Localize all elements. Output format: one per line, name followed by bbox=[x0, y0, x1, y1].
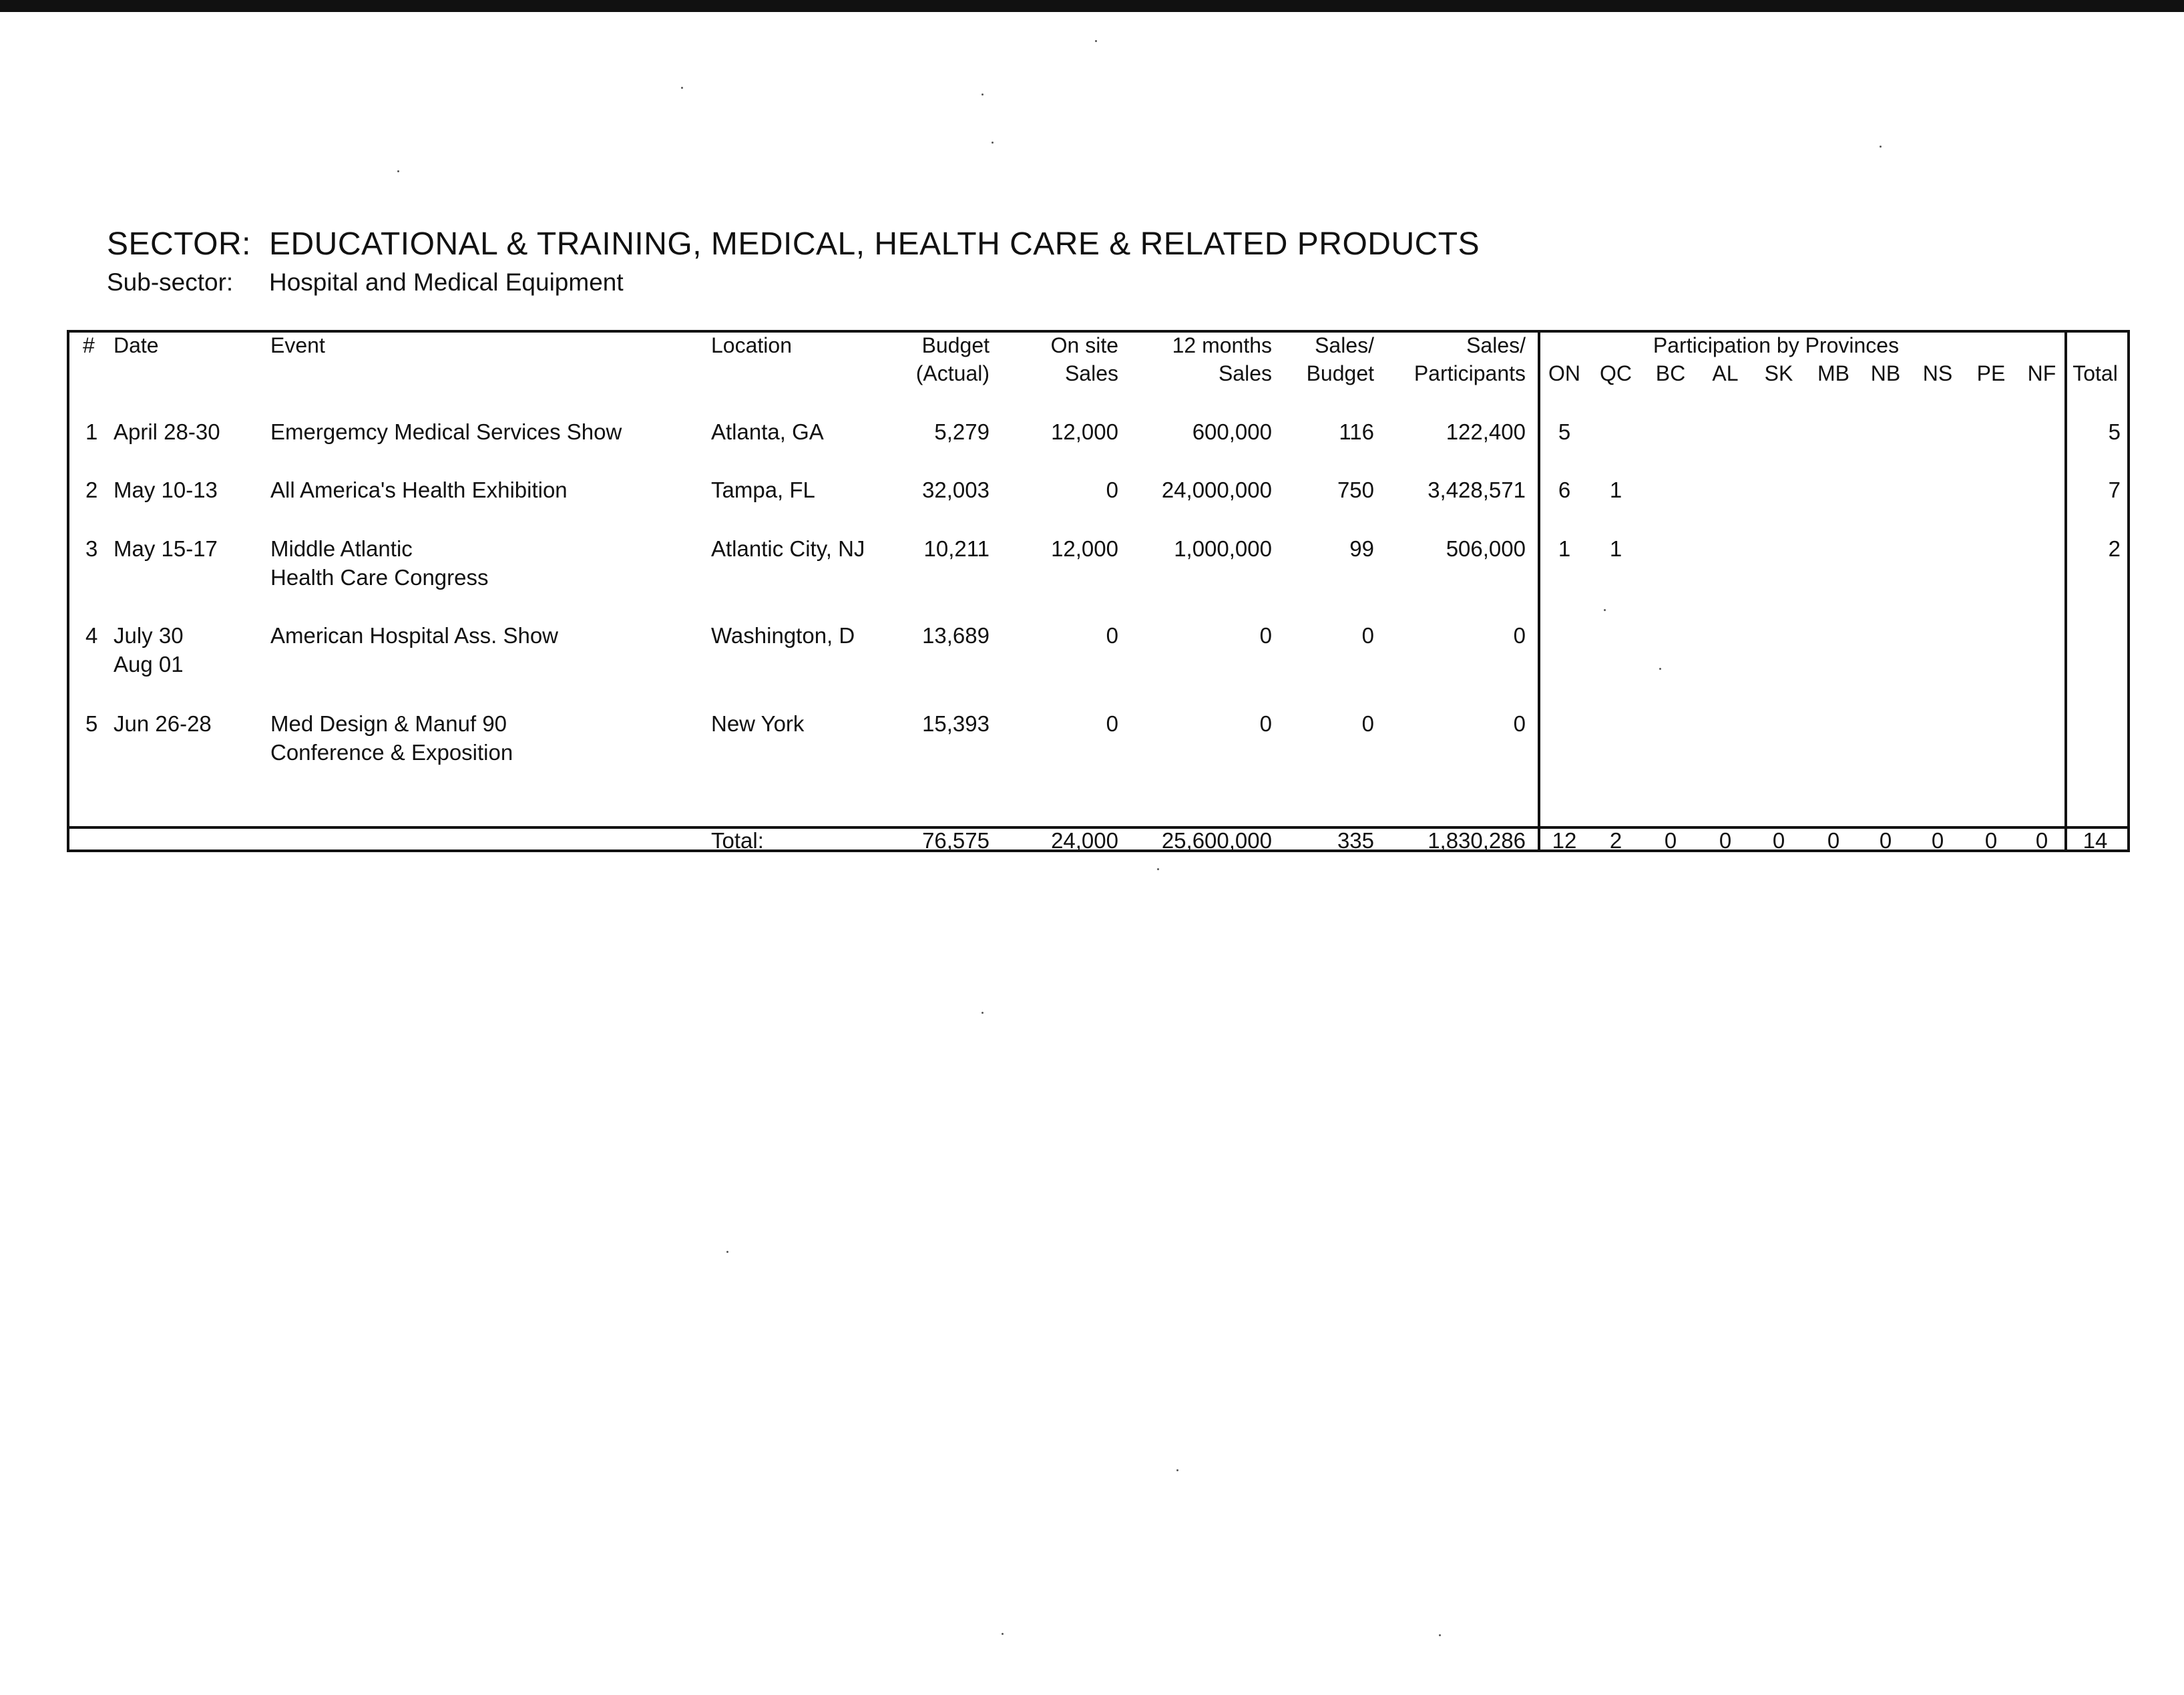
scan-speck bbox=[981, 93, 984, 96]
header-12months: 12 months bbox=[1172, 333, 1272, 357]
header-budget-sub: (Actual) bbox=[915, 361, 990, 385]
header-event: Event bbox=[270, 333, 325, 357]
row-3-total: 2 bbox=[2108, 536, 2121, 561]
header-onsite: On site bbox=[1050, 333, 1118, 357]
participation-left-divider bbox=[1538, 330, 1540, 852]
row-3-province-on: 1 bbox=[1558, 536, 1571, 561]
scan-speck bbox=[1176, 1469, 1178, 1471]
totals-province-nf: 0 bbox=[2035, 828, 2048, 853]
scan-speck bbox=[1439, 1634, 1441, 1636]
row-5-sales-participants: 0 bbox=[1513, 711, 1526, 736]
header-participation: Participation by Provinces bbox=[1653, 333, 1900, 357]
row-3-province-qc: 1 bbox=[1609, 536, 1622, 561]
scan-speck bbox=[1659, 668, 1661, 670]
row-3-number: 3 bbox=[85, 536, 98, 561]
row-2-budget: 32,003 bbox=[922, 478, 990, 502]
totals-budget: 76,575 bbox=[922, 828, 990, 853]
row-2-province-qc: 1 bbox=[1609, 478, 1622, 502]
totals-sales-budget: 335 bbox=[1337, 828, 1374, 853]
scan-speck bbox=[1880, 146, 1882, 148]
totals-total: 14 bbox=[2083, 828, 2108, 853]
row-4-number: 4 bbox=[85, 623, 98, 648]
row-2-location: Tampa, FL bbox=[711, 478, 815, 502]
header-province-nb: NB bbox=[1870, 361, 1901, 385]
row-3-sales-participants: 506,000 bbox=[1446, 536, 1526, 561]
totals-12months-sales: 25,600,000 bbox=[1161, 828, 1272, 853]
header-province-nf: NF bbox=[2027, 361, 2056, 385]
row-5-date: Jun 26-28 bbox=[114, 711, 212, 736]
row-4-sales-participants: 0 bbox=[1513, 623, 1526, 648]
row-3-location: Atlantic City, NJ bbox=[711, 536, 865, 561]
row-4-12months-sales: 0 bbox=[1259, 623, 1272, 648]
row-1-sales-participants: 122,400 bbox=[1446, 419, 1526, 444]
totals-province-mb: 0 bbox=[1827, 828, 1840, 853]
row-5-sales-budget: 0 bbox=[1361, 711, 1374, 736]
row-3-budget: 10,211 bbox=[923, 536, 990, 561]
totals-province-nb: 0 bbox=[1879, 828, 1892, 853]
totals-province-sk: 0 bbox=[1772, 828, 1785, 853]
header-total: Total bbox=[2072, 361, 2118, 385]
row-3-date: May 15-17 bbox=[114, 536, 218, 561]
row-1-event: Emergemcy Medical Services Show bbox=[270, 419, 622, 444]
row-2-total: 7 bbox=[2108, 478, 2121, 502]
header-date: Date bbox=[114, 333, 159, 357]
row-5-number: 5 bbox=[85, 711, 98, 736]
header-sales-budget-sub: Budget bbox=[1306, 361, 1374, 385]
row-2-sales-budget: 750 bbox=[1337, 478, 1374, 502]
row-2-province-on: 6 bbox=[1558, 478, 1571, 502]
row-3-sales-budget: 99 bbox=[1349, 536, 1374, 561]
row-2-sales-participants: 3,428,571 bbox=[1428, 478, 1526, 502]
top-edge-bar bbox=[0, 0, 2184, 12]
header-sales-budget: Sales/ bbox=[1315, 333, 1374, 357]
totals-province-pe: 0 bbox=[1984, 828, 1998, 853]
row-4-date: July 30 bbox=[114, 623, 184, 648]
row-4-budget: 13,689 bbox=[922, 623, 990, 648]
row-1-total: 5 bbox=[2108, 419, 2121, 444]
header-sales-participants-sub: Participants bbox=[1413, 361, 1526, 385]
subsector-value: Hospital and Medical Equipment bbox=[269, 268, 624, 296]
header-province-bc: BC bbox=[1655, 361, 1686, 385]
header-location: Location bbox=[711, 333, 792, 357]
row-2-12months-sales: 24,000,000 bbox=[1161, 478, 1272, 502]
row-3-onsite-sales: 12,000 bbox=[1051, 536, 1118, 561]
scan-speck bbox=[681, 87, 683, 89]
subsector-title bbox=[107, 268, 624, 297]
row-1-12months-sales: 600,000 bbox=[1192, 419, 1272, 444]
header-province-qc: QC bbox=[1600, 361, 1632, 385]
total-left-divider bbox=[2064, 330, 2067, 852]
totals-label: Total: bbox=[711, 828, 764, 853]
scan-speck bbox=[1002, 1633, 1004, 1635]
totals-province-qc: 2 bbox=[1609, 828, 1622, 853]
scan-speck bbox=[1604, 609, 1606, 611]
row-4-event: American Hospital Ass. Show bbox=[270, 623, 559, 648]
row-4-onsite-sales: 0 bbox=[1106, 623, 1118, 648]
row-2-date: May 10-13 bbox=[114, 478, 218, 502]
header-onsite-sub: Sales bbox=[1064, 361, 1118, 385]
totals-province-ns: 0 bbox=[1931, 828, 1944, 853]
row-1-number: 1 bbox=[85, 419, 98, 444]
header-province-pe: PE bbox=[1976, 361, 2006, 385]
row-1-location: Atlanta, GA bbox=[711, 419, 824, 444]
totals-sales-participants: 1,830,286 bbox=[1428, 828, 1526, 853]
row-2-onsite-sales: 0 bbox=[1106, 478, 1118, 502]
row-3-event: Middle Atlantic bbox=[270, 536, 413, 561]
header-province-mb: MB bbox=[1817, 361, 1849, 385]
subsector-label: Sub-sector: bbox=[107, 268, 234, 296]
scan-speck bbox=[726, 1251, 728, 1253]
header-budget: Budget bbox=[921, 333, 990, 357]
row-4-sales-budget: 0 bbox=[1361, 623, 1374, 648]
row-5-onsite-sales: 0 bbox=[1106, 711, 1118, 736]
sector-title bbox=[107, 226, 1480, 262]
row-5-event: Conference & Exposition bbox=[270, 740, 513, 765]
row-5-location: New York bbox=[711, 711, 805, 736]
row-1-onsite-sales: 12,000 bbox=[1051, 419, 1118, 444]
row-1-province-on: 5 bbox=[1558, 419, 1571, 444]
row-4-date: Aug 01 bbox=[114, 652, 184, 677]
header-12months-sub: Sales bbox=[1218, 361, 1272, 385]
row-5-12months-sales: 0 bbox=[1259, 711, 1272, 736]
scan-speck bbox=[1157, 868, 1159, 870]
row-5-budget: 15,393 bbox=[922, 711, 990, 736]
totals-province-on: 12 bbox=[1552, 828, 1577, 853]
totals-onsite-sales: 24,000 bbox=[1051, 828, 1118, 853]
row-2-number: 2 bbox=[85, 478, 98, 502]
row-2-event: All America's Health Exhibition bbox=[270, 478, 568, 502]
row-5-event: Med Design & Manuf 90 bbox=[270, 711, 507, 736]
header-sales-participants: Sales/ bbox=[1466, 333, 1526, 357]
sector-label: SECTOR: bbox=[107, 226, 251, 262]
row-1-date: April 28-30 bbox=[114, 419, 220, 444]
row-1-budget: 5,279 bbox=[934, 419, 990, 444]
totals-province-al: 0 bbox=[1719, 828, 1732, 853]
scan-speck bbox=[1095, 40, 1097, 42]
row-4-location: Washington, D bbox=[711, 623, 855, 648]
header-province-on: ON bbox=[1548, 361, 1580, 385]
scan-speck bbox=[992, 142, 994, 144]
sector-value: EDUCATIONAL & TRAINING, MEDICAL, HEALTH CARE & RELATED PRODUCTS bbox=[269, 226, 1480, 262]
row-3-12months-sales: 1,000,000 bbox=[1174, 536, 1272, 561]
header-province-ns: NS bbox=[1922, 361, 1953, 385]
header-province-al: AL bbox=[1712, 361, 1739, 385]
row-1-sales-budget: 116 bbox=[1339, 419, 1374, 444]
header-number: # bbox=[83, 333, 95, 357]
scan-speck bbox=[981, 1012, 984, 1014]
scan-speck bbox=[397, 170, 399, 172]
header-province-sk: SK bbox=[1764, 361, 1793, 385]
totals-province-bc: 0 bbox=[1664, 828, 1677, 853]
row-3-event: Health Care Congress bbox=[270, 565, 489, 590]
